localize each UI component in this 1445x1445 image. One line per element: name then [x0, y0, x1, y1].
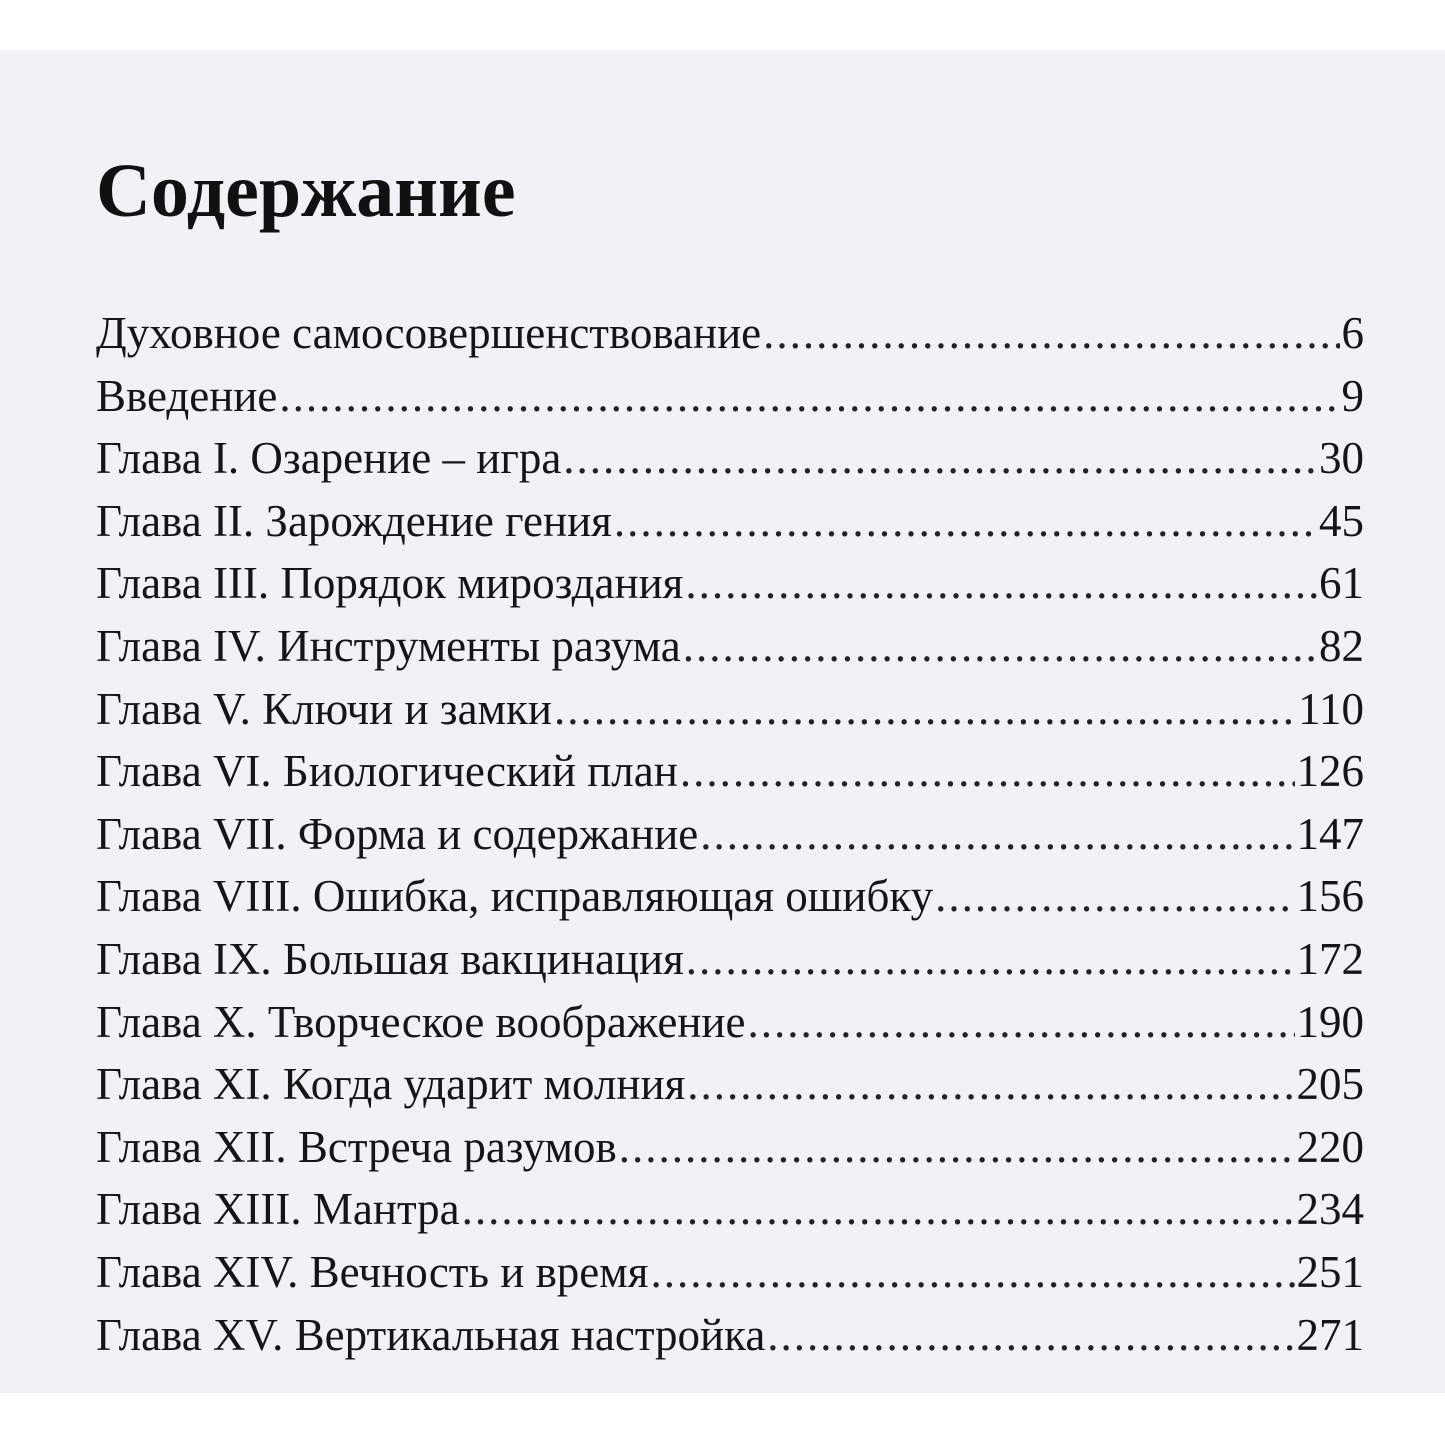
page-title: Содержание [96, 149, 516, 233]
toc-entry-label: Глава VI. Биологический план [96, 746, 678, 797]
toc-page-number: 205 [1296, 1059, 1364, 1110]
toc-entry-label: Глава XV. Вертикальная настройка [96, 1309, 766, 1360]
toc-entry-label: Глава IX. Большая вакцинация [96, 933, 684, 984]
toc-entry-label: Глава VII. Форма и содержание [96, 808, 699, 859]
toc-entry-chapter-2 [96, 490, 1364, 553]
dot-leader [763, 302, 1339, 365]
dot-leader [462, 1178, 1295, 1241]
toc-page-number: 9 [1341, 370, 1364, 421]
toc-page-number: 6 [1341, 308, 1364, 358]
dot-leader [614, 490, 1317, 553]
toc-entry-chapter-8 [96, 865, 1364, 928]
book-page [0, 50, 1445, 1393]
toc-entry-label: Глава IV. Инструменты разума [96, 620, 681, 671]
dot-leader [680, 740, 1295, 803]
toc-page-number: 82 [1319, 620, 1364, 671]
toc-entry-introduction [96, 365, 1364, 428]
toc-entry-chapter-9 [96, 928, 1364, 991]
dot-leader [683, 615, 1317, 678]
toc-entry-label: Глава X. Творческое воображение [96, 996, 746, 1047]
toc-entry-label: Глава III. Порядок мироздания [96, 558, 684, 609]
dot-leader [700, 803, 1294, 866]
toc-entry-chapter-6 [96, 740, 1364, 803]
toc-entry-chapter-15 [96, 1304, 1364, 1367]
dot-leader [747, 991, 1294, 1054]
dot-leader [935, 865, 1294, 928]
dot-leader [619, 1116, 1295, 1179]
toc-entry-chapter-10 [96, 991, 1364, 1054]
table-of-contents [96, 302, 1364, 1366]
dot-leader [687, 1053, 1294, 1116]
toc-entry-label: Глава V. Ключи и замки [96, 683, 552, 734]
toc-entry-chapter-13 [96, 1178, 1364, 1241]
toc-page-number: 234 [1296, 1184, 1364, 1235]
dot-leader [767, 1304, 1294, 1367]
dot-leader [650, 1241, 1294, 1304]
toc-entry-label: Глава XII. Встреча разумов [96, 1121, 617, 1172]
toc-page-number: 30 [1319, 433, 1364, 484]
toc-entry-label: Духовное самосовершенствование [96, 308, 762, 358]
toc-entry-chapter-1 [96, 427, 1364, 490]
toc-entry-chapter-12 [96, 1116, 1364, 1179]
toc-entry-label: Глава II. Зарождение гения [96, 495, 612, 546]
toc-entry-chapter-14 [96, 1241, 1364, 1304]
toc-page-number: 190 [1296, 996, 1364, 1047]
toc-page-number: 61 [1319, 558, 1364, 609]
toc-page-number: 271 [1296, 1309, 1364, 1360]
toc-page-number: 147 [1296, 808, 1364, 859]
toc-entry-label: Глава XIV. Вечность и время [96, 1246, 649, 1297]
toc-page-number: 156 [1296, 871, 1364, 922]
toc-page-number: 172 [1296, 933, 1364, 984]
dot-leader [554, 678, 1296, 741]
dot-leader [685, 552, 1317, 615]
toc-entry-label: Введение [96, 370, 278, 421]
toc-page-number: 110 [1298, 683, 1364, 734]
toc-entry-chapter-7 [96, 803, 1364, 866]
toc-entry-chapter-3 [96, 552, 1364, 615]
toc-page-number: 220 [1296, 1121, 1364, 1172]
toc-entry-chapter-5 [96, 678, 1364, 741]
dot-leader [686, 928, 1295, 991]
toc-entry-label: Глава XI. Когда ударит молния [96, 1059, 686, 1110]
toc-page-number: 45 [1319, 495, 1364, 546]
toc-entry-label: Глава I. Озарение – игра [96, 433, 562, 484]
toc-entry-chapter-11 [96, 1053, 1364, 1116]
toc-page-number: 126 [1296, 746, 1364, 797]
dot-leader [563, 427, 1317, 490]
toc-entry-chapter-4 [96, 615, 1364, 678]
toc-entry-label: Глава XIII. Мантра [96, 1184, 460, 1235]
toc-page-number: 251 [1296, 1246, 1364, 1297]
toc-entry-spiritual-self-improvement [96, 302, 1364, 365]
toc-entry-label: Глава VIII. Ошибка, исправляющая ошибку [96, 871, 934, 922]
dot-leader [279, 365, 1339, 428]
